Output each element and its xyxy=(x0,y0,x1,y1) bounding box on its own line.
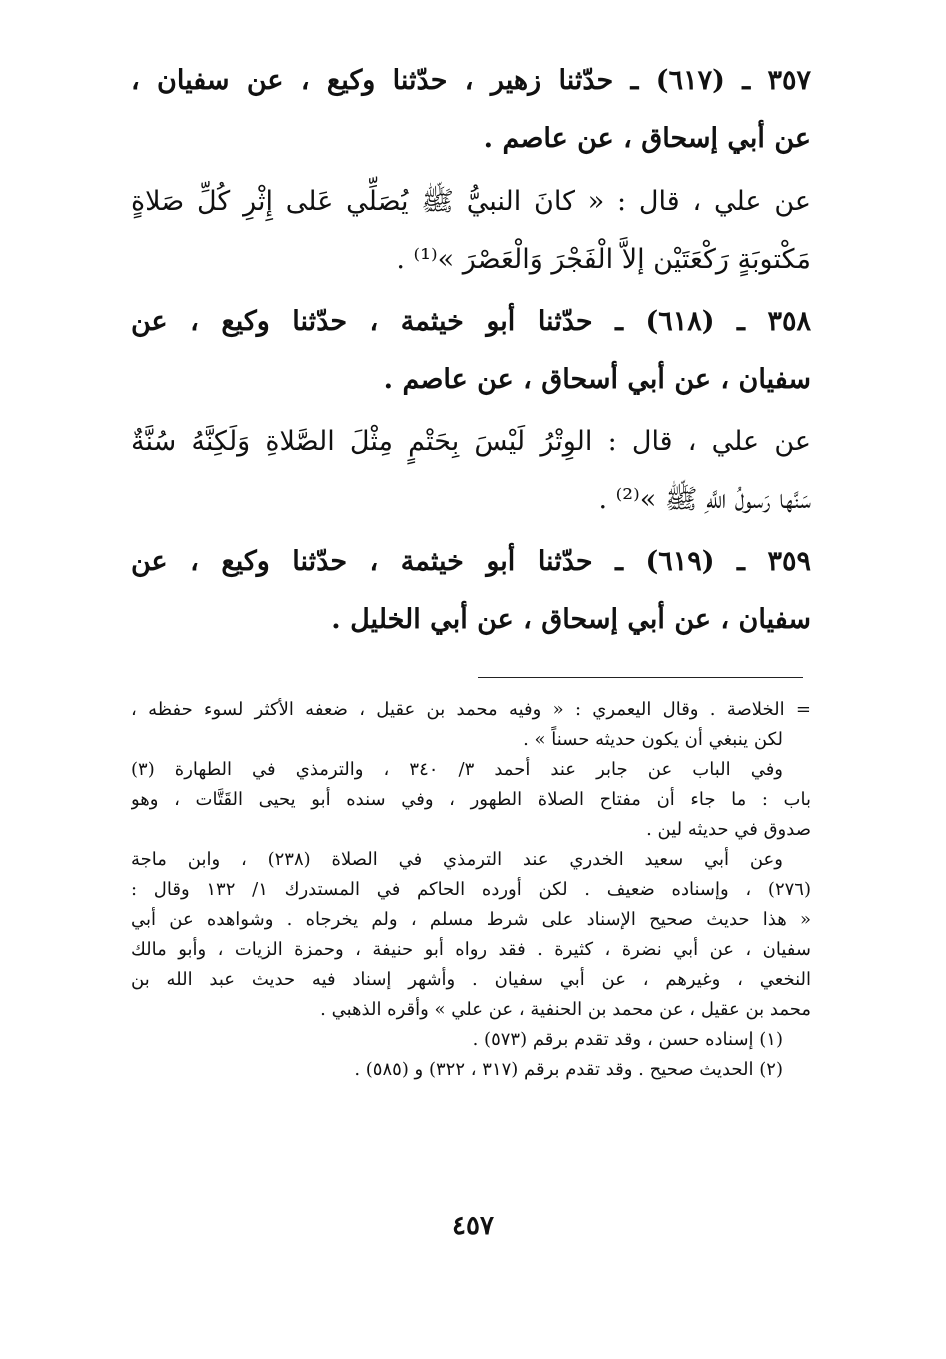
hadith-357-text xyxy=(131,173,811,289)
hadith-357-text-line-2: مَكْتوبَةٍ رَكْعَتَيْن إلاَّ الْفَجْرَ وَالْعَصْرَ »⁽¹⁾ . xyxy=(396,244,811,275)
footnote-khudri-line-2: (٢٧٦) ، وإسناده ضعيف . لكن أورده الحاكم في المستدرك ١/ ١٣٢ وقال : xyxy=(131,879,811,900)
hadith-358-text xyxy=(131,413,811,529)
hadith-359-chain-line-2: سفيان ، عن أبي إسحاق ، عن أبي الخليل . xyxy=(331,604,811,635)
page-number: ٤٥٧ xyxy=(452,1211,494,1241)
hadith-358-text-line-1: عن علي ، قال : الوِتْرُ لَيْسَ بِحَتْمٍ مِثْلَ الصَّلاةِ وَلَكِنَّهُ سُنَّةٌ xyxy=(131,426,811,457)
footnote-continuation-line-1: = الخلاصة . وقال اليعمري : « وفيه محمد بن عقيل ، ضعفه الأكثر لسوء حفظه ، xyxy=(131,699,811,720)
footnote-2: (٢) الحديث صحيح . وقد تقدم برقم (٣١٧ ، ٣٢٢) و (٥٨٥) . xyxy=(354,1059,783,1080)
footnote-khudri-line-3: « هذا حديث صحيح الإسناد على شرط مسلم ، ولم يخرجاه . وشواهده عن أبي xyxy=(131,909,811,930)
footnotes xyxy=(131,695,811,1085)
footnote-jabir-line-2: باب : ما جاء أن مفتاح الصلاة الطهور ، وفي سنده أبو يحيى القَتَّات ، وهو xyxy=(131,789,811,810)
hadith-357-chain xyxy=(131,52,811,168)
hadith-358-chain xyxy=(131,293,811,409)
hadith-357-chain-line-1: ٣٥٧ ـ (٦١٧) ـ حدّثنا زهير ، حدّثنا وكيع ، عن سفيان ، xyxy=(131,65,811,96)
footnote-1: (١) إسناده حسن ، وقد تقدم برقم (٥٧٣) . xyxy=(472,1029,783,1050)
hadith-358-chain-line-1: ٣٥٨ ـ (٦١٨) ـ حدّثنا أبو خيثمة ، حدّثنا وكيع ، عن xyxy=(131,306,811,337)
hadith-359-chain-line-1: ٣٥٩ ـ (٦١٩) ـ حدّثنا أبو خيثمة ، حدّثنا وكيع ، عن xyxy=(131,546,811,577)
footnote-khudri-line-5: النخعي ، وغيرهم ، عن أبي سفيان . وأشهر إسناد فيه حديث عبد الله بن xyxy=(131,969,811,990)
hadith-358-text-line-2: سَنَّها رَسولُ اللَّهِ ﷺ »⁽²⁾ . xyxy=(598,484,811,515)
hadith-358-chain-line-2: سفيان ، عن أبي أسحاق ، عن عاصم . xyxy=(383,364,811,395)
footnote-khudri-line-1: وعن أبي سعيد الخدري عند الترمذي في الصلاة (٢٣٨) ، وابن ماجة xyxy=(131,849,783,870)
hadith-357-chain-line-2: عن أبي إسحاق ، عن عاصم . xyxy=(483,123,811,154)
footnote-continuation-line-2: لكن ينبغي أن يكون حديثه حسناً » . xyxy=(523,729,783,750)
hadith-359-chain xyxy=(131,533,811,649)
footnote-khudri-line-4: سفيان ، عن أبي نضرة ، كثيرة . فقد رواه أبو حنيفة ، وحمزة الزيات ، وأبو مالك xyxy=(131,939,811,960)
footnote-jabir-line-3: صدوق في حديثه لين . xyxy=(646,819,811,840)
footnote-jabir-line-1: وفي الباب عن جابر عند أحمد ٣/ ٣٤٠ ، والترمذي في الطهارة (٣) xyxy=(131,759,783,780)
hadith-357-text-line-1: عن علي ، قال : « كانَ النبيُّ ﷺ يُصَلِّي عَلى إِثْرِ كُلِّ صَلاةٍ xyxy=(131,186,811,217)
footnote-khudri-line-6: محمد بن عقيل ، عن محمد بن الحنفية ، عن علي » وأقره الذهبي . xyxy=(320,999,811,1020)
footnote-separator xyxy=(478,677,803,678)
